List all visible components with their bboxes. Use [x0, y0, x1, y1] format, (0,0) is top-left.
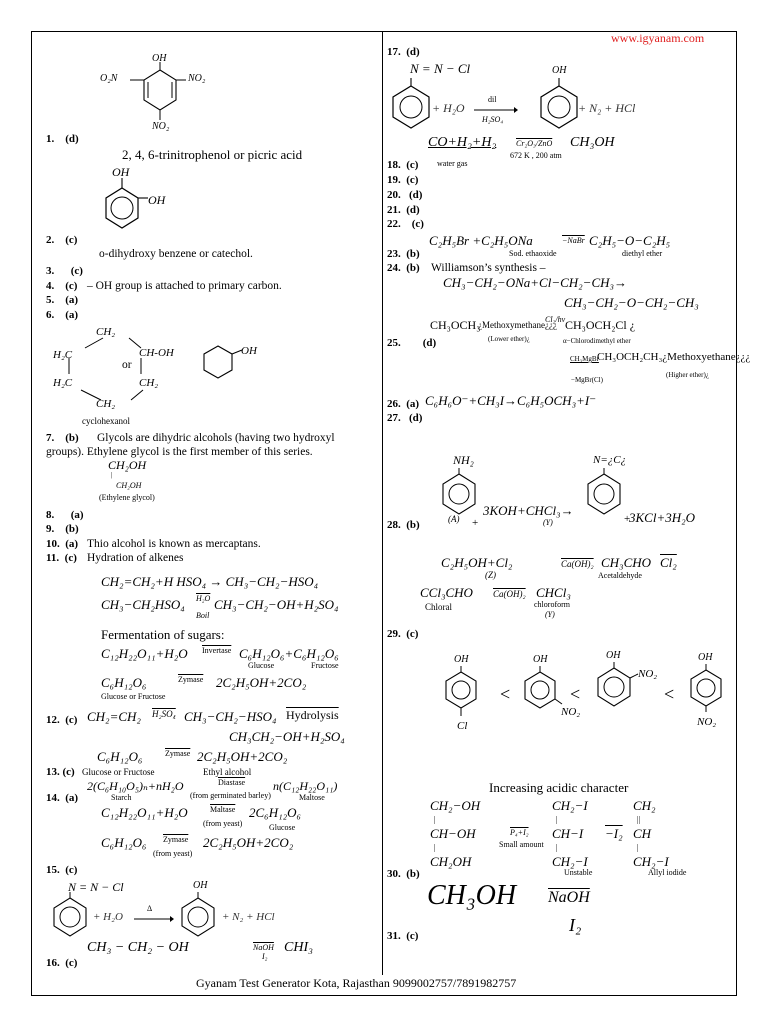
cyclohexanol-oh: OH [241, 345, 257, 357]
williamson-eq-1: CH₃−CH₂−ONa+Cl−CH₂−CH₃→ [443, 275, 628, 290]
answer-4: 4. (c) [46, 280, 78, 292]
q12-h2so4: H₂SO₄ [152, 709, 176, 719]
q12-hydrolysis: Hydrolysis [286, 708, 339, 722]
less-than-3: < [664, 684, 675, 704]
q14-eq-1b: 2C₆H₁₂O₆ [249, 805, 302, 820]
sodium-ethoxide-label: Sod. ethaoxide [509, 249, 557, 258]
q14-eq-1a: C₁₂H₂₂O₁₁+H₂O [101, 805, 188, 820]
q14-eq-2a: C₆H₁₂O₆ [101, 835, 147, 850]
q12-eq-3a: C₆H₁₂O₆ [97, 749, 143, 764]
answer-31: 31. (c) [387, 930, 419, 942]
hydration-boil: Boil [196, 611, 210, 620]
glycol-name: (Ethylene glycol) [99, 493, 155, 502]
answer-11: 11. (c) [46, 552, 77, 564]
answer-10: 10. (a) [46, 538, 79, 550]
q23-nabr: −NaBr [562, 236, 585, 245]
q28-eq-3a: C₂H₅OH+Cl₂ [441, 555, 513, 570]
cyclohexanol-ring [198, 340, 268, 390]
answer-30: 30. (b) [387, 868, 420, 880]
q28-a-label: (A) [448, 514, 460, 524]
q30-c2: CH [633, 826, 652, 841]
ferm-eq-1b: C₆H₁₂O₆+C₆H₁₂O₆ [239, 646, 339, 661]
q25-e3: Cl₂/hv [545, 315, 566, 324]
aniline-structure [437, 468, 483, 520]
q28-isocyanide: N=¿C¿ [593, 454, 627, 466]
glucose-label: Glucose [248, 661, 275, 670]
answer-20: 20. (d) [387, 189, 423, 201]
o-nitrophenol-no2: NO₂ [638, 668, 658, 680]
glycol-ch2oh-1: CH₂OH [108, 458, 147, 472]
q25-f1: CH₃MgBr [570, 355, 599, 363]
allyl-iodide-label: Allyl iodide [648, 868, 687, 877]
q28-caoh-2: Ca(OH)₂ [493, 589, 526, 599]
q30-b1: CH₂−I [552, 798, 588, 813]
q13-diastase: Diastase [218, 778, 246, 787]
p-nitrophenol-no2: NO₂ [697, 716, 717, 728]
answer-7: 7. (b) [46, 432, 79, 444]
q13-gof-label: Glucose or Fructose [82, 767, 155, 777]
answer-21: 21. (d) [387, 204, 420, 216]
p-chlorophenol-structure [443, 666, 483, 726]
q30-b2: CH−I [552, 826, 584, 841]
fructose-label: Fructose [311, 661, 339, 670]
q12-eq-1b: CH₃−CH₂−HSO₄ [184, 709, 277, 724]
q15-delta: Δ [147, 904, 153, 913]
cyclohexanol-label: cyclohexanol [82, 416, 130, 426]
q28-cl2: Cl₂ [660, 555, 677, 570]
q15-benzene-diazonium [48, 892, 94, 942]
q13-eq-1a: 2(C₆H₁₀O₅)ₙ+nH₂O [87, 779, 184, 793]
ferm-eq-2a: C₆H₁₂O₆ [101, 675, 147, 690]
answer-13: 13. (c) [46, 766, 75, 778]
cyclohexane-ch2-bottom: CH₂ [96, 398, 116, 410]
q28-eq-2: 3KCl+3H₂O [629, 510, 696, 525]
o-nitrophenol-oh: OH [606, 650, 621, 661]
q17-benzene-diazonium [387, 78, 437, 136]
q28-plus: + [472, 517, 479, 529]
williamson-text: Williamson’s synthesis – [431, 262, 546, 274]
p-nitrophenol-oh: OH [698, 652, 713, 663]
co-catalyst: Cr₂O₃/ZnO [516, 139, 553, 148]
q28-plus-2: + [624, 513, 631, 525]
q28-z-label: (Z) [485, 570, 496, 580]
cyclohexane-ch2-top: CH₂ [96, 326, 116, 338]
q15-products: + N₂ + HCl [222, 911, 275, 923]
answer-11-text: Hydration of alkenes [87, 552, 184, 564]
less-than-2: < [570, 684, 581, 704]
ch3oh-naoh: NaOH [548, 889, 590, 906]
picric-no2-left: O₂N [100, 73, 118, 84]
answer-24: 24. (b) [387, 262, 420, 274]
q30-minus-i2: −I₂ [605, 826, 623, 841]
q25-e4: CH₃OCH₂Cl ¿ [565, 318, 636, 332]
catechol-oh-2: OH [148, 193, 166, 207]
q28-y-label: (Y) [543, 518, 553, 527]
q12-eq-3b: 2C₂H₅OH+2CO₂ [197, 749, 288, 764]
answer-6: 6. (a) [46, 309, 79, 321]
q26-eq: C₆H₆O⁻+CH₃I→C₆H₅OCH₃+I⁻ [425, 393, 597, 408]
diethyl-ether-label: diethyl ether [622, 249, 663, 258]
answer-15: 15. (c) [46, 864, 78, 876]
ch3oh-i2: I₂ [569, 915, 582, 935]
catechol-oh-1: OH [112, 165, 130, 179]
q16-product: CHI₃ [284, 940, 313, 955]
co-eq-1: CO+H₂+H₂ [428, 135, 497, 150]
q28-eq-1: 3KOH+CHCl₃→ [483, 503, 574, 518]
answer-7-line1: Glycols are dihydric alcohols (having two hydroxyl [97, 432, 335, 444]
q14-glucose: Glucose [269, 823, 296, 832]
q12-zymase: Zymase [165, 749, 191, 758]
q28-y-label-2: (Y) [545, 610, 555, 619]
q28-nh2: NH₂ [453, 453, 474, 467]
q13-eq-1b: n(C₁₂H₂₂O₁₁) [273, 779, 338, 793]
ferm-eq-2b: 2C₂H₅OH+2CO₂ [216, 675, 307, 690]
or-text: or [122, 359, 132, 371]
q17-dil: dil [488, 95, 497, 104]
q17-h2o: + H₂O [432, 101, 465, 115]
q28-eq-3b: CH₃CHO [601, 555, 652, 570]
q30-c1: CH₂ [633, 798, 656, 813]
hydration-h2o: H₂O [196, 594, 211, 603]
co-conditions: 672 K , 200 atm [510, 151, 562, 160]
glycol-ch2oh-2: CH₂OH [116, 481, 142, 490]
cyclohexane-choh: CH-OH [139, 347, 174, 359]
q17-arrow [474, 107, 518, 113]
small-amount-label: Small amount [499, 840, 544, 849]
isocyanide-structure [582, 468, 628, 520]
p-nitrophenol-structure [688, 664, 728, 724]
maltose-label: Maltose [299, 793, 325, 802]
starch-label: Starch [111, 793, 132, 802]
answer-25: 25. (d) [387, 337, 437, 349]
glycerol-bond-1: | [434, 815, 436, 824]
hydration-eq-2a: CH₃−CH₂HSO₄ [101, 597, 185, 612]
q28-caoh: Ca(OH)₂ [561, 559, 594, 569]
answer-1: 1. (d) [46, 133, 79, 145]
q14-yeast-2: (from yeast) [153, 849, 193, 858]
q17-h2so4: H₂SO₄ [482, 115, 504, 124]
answer-4-text: – OH group is attached to primary carbon. [87, 280, 282, 292]
q28-eq-4b: CHCl₃ [536, 585, 571, 600]
q14-yeast-1: (from yeast) [203, 819, 243, 828]
q30-bond-b2: | [556, 843, 558, 852]
glucose-or-fructose-label: Glucose or Fructose [101, 692, 166, 701]
answer-16: 16. (c) [46, 957, 78, 969]
q30-bond-b1: | [556, 815, 558, 824]
lower-ether-label: (Lower ether)¿ [488, 335, 530, 343]
higher-ether-label: (Higher ether)¿ [666, 371, 709, 379]
site-url[interactable]: www.igyanam.com [611, 31, 705, 45]
glycerol-choh: CH−OH [430, 826, 476, 841]
q15-phenol-oh: OH [193, 880, 208, 891]
acetaldehyde-label: Acetaldehyde [598, 571, 642, 580]
q14-eq-2b: 2C₂H₅OH+2CO₂ [203, 835, 294, 850]
answer-22: 22. (c) [387, 218, 424, 230]
hydration-eq-2c: CH₃−CH₂−OH+H₂SO₄ [214, 597, 339, 612]
m-nitrophenol-oh: OH [533, 654, 548, 665]
ferm-eq-1a: C₁₂H₂₂O₁₁+H₂O [101, 646, 188, 661]
answer-26: 26. (a) [387, 398, 420, 410]
q13-ethyl-label: Ethyl alcohol [203, 767, 252, 777]
chloral-label: Chloral [425, 602, 452, 612]
chlorodimethyl-label: α−Chlorodimethyl ether [563, 337, 631, 345]
picric-no2-bottom: NO₂ [152, 121, 170, 132]
water-gas-label: water gas [437, 159, 468, 168]
answer-3: 3. (c) [46, 265, 83, 277]
barley-label: (from germinated barley) [190, 791, 271, 800]
q16-eq: CH₃ − CH₂ − OH [87, 940, 189, 955]
ch3oh-large: CH₃OH [427, 880, 517, 911]
q17-phenol-oh: OH [552, 65, 567, 76]
picric-acid-name: 2, 4, 6-trinitrophenol or picric acid [122, 147, 303, 162]
glycerol-bond-2: | [434, 843, 436, 852]
chloroform-label: chloroform [534, 600, 570, 609]
o-nitrophenol-structure [594, 662, 642, 716]
answer-19: 19. (c) [387, 174, 419, 186]
cyclohexane-h2c-2: H₂C [53, 377, 73, 389]
ferm-zymase: Zymase [178, 675, 204, 684]
cyclohexane-h2c-1: H₂C [53, 349, 73, 361]
answer-14: 14. (a) [46, 792, 79, 804]
p-chlorophenol-cl: Cl [457, 720, 468, 732]
q17-products: + N₂ + HCl [578, 101, 636, 115]
answer-23: 23. (b) [387, 248, 420, 260]
co-eq-2: CH₃OH [570, 135, 615, 150]
answer-12: 12. (c) [46, 714, 78, 726]
answer-10-text: Thio alcohol is known as mercaptans. [87, 538, 261, 550]
q23-eq-1: C₂H₅Br +C₂H₅ONa [429, 233, 533, 248]
catechol-name: o-dihydroxy benzene or catechol. [99, 248, 253, 260]
q15-phenol [176, 892, 222, 942]
answer-8: 8. (a) [46, 509, 84, 521]
p-chlorophenol-oh: OH [454, 654, 469, 665]
column-divider [382, 31, 383, 975]
less-than-1: < [500, 684, 511, 704]
q30-b3: CH₂−I [552, 854, 588, 869]
picric-oh: OH [152, 53, 167, 64]
acidic-character-caption: Increasing acidic character [489, 780, 629, 795]
cyclohexanol-open-structure [45, 322, 195, 422]
cyclohexane-ch2-right: CH₂ [139, 377, 159, 389]
answer-18: 18. (c) [387, 159, 419, 171]
glycerol-ch2oh-1: CH₂−OH [430, 798, 481, 813]
glycerol-ch2oh-2: CH₂OH [430, 854, 472, 869]
answer-28: 28. (b) [387, 519, 420, 531]
hydration-eq-1: CH₂=CH₂+H HSO₄ → CH₃−CH₂−HSO₄ [101, 574, 319, 589]
q30-bond-c1: || [637, 815, 641, 824]
q16-i2: I₂ [262, 952, 268, 961]
q25-e1: CH₃OCH₃ [430, 318, 481, 332]
q17-diazo: N = N − Cl [410, 61, 471, 76]
q15-h2o: + H₂O [93, 911, 123, 923]
glycol-bond: | [111, 471, 113, 479]
footer-text: Gyanam Test Generator Kota, Rajasthan 9099002757/7891982757 [196, 976, 517, 990]
q25-f2: CH₃OCH₂CH₃¿Methoxyethane¿¿¿ [597, 351, 751, 363]
answer-17: 17. (d) [387, 46, 420, 58]
fermentation-title: Fermentation of sugars: [101, 627, 225, 642]
ferm-invertase: Invertase [202, 646, 232, 655]
q30-bond-c2: | [637, 843, 639, 852]
answer-5: 5. (a) [46, 294, 79, 306]
q12-eq-2: CH₃CH₂−OH+H₂SO₄ [229, 729, 345, 744]
q14-maltase: Maltase [210, 805, 236, 814]
answer-9: 9. (b) [46, 523, 79, 535]
williamson-eq-2: CH₃−CH₂−O−CH₂−CH₃ [564, 295, 699, 310]
mgbr-label: −MgBr(Cl) [571, 376, 603, 384]
q12-eq-1a: CH₂=CH₂ [87, 709, 141, 724]
q15-diazo: N = N − Cl [68, 880, 124, 894]
answer-7-line2: groups). Ethylene glycol is the first member of this series. [46, 446, 313, 458]
q16-naoh: NaOH [253, 943, 274, 952]
answer-2: 2. (c) [46, 234, 78, 246]
q14-zymase: Zymase [163, 835, 189, 844]
m-nitrophenol-no2: NO₂ [561, 706, 581, 718]
answer-27: 27. (d) [387, 412, 423, 424]
q23-eq-2: C₂H₅−O−C₂H₅ [589, 233, 671, 248]
m-nitrophenol-structure [522, 666, 566, 726]
q30-c3: CH₂−I [633, 854, 669, 869]
q28-eq-4a: CCl₃CHO [420, 585, 473, 600]
picric-no2-right: NO₂ [188, 73, 206, 84]
unstable-label: Unstable [564, 868, 593, 877]
answer-29: 29. (c) [387, 628, 419, 640]
q30-reagent: P₄+I₂ [510, 828, 529, 837]
q25-e2: ¿Methoxymethane¿¿¿ [478, 320, 557, 330]
q15-arrow [134, 916, 174, 922]
